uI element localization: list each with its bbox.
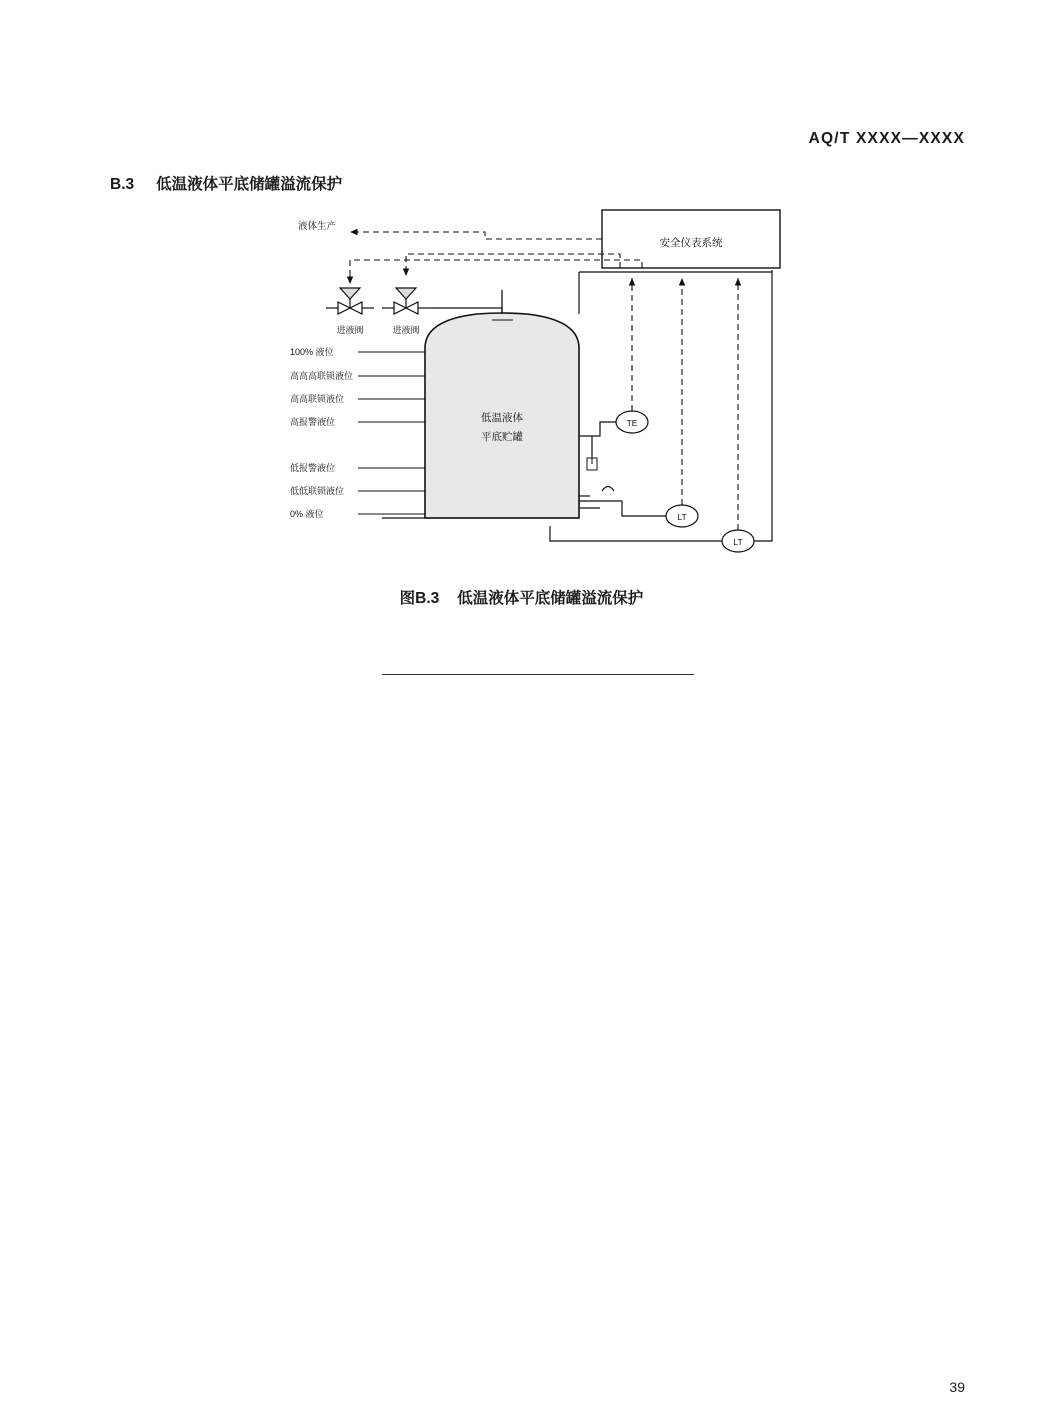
tank-label-line1: 低温液体	[481, 412, 523, 424]
level-transmitter-2	[722, 530, 754, 552]
production-label: 液体生产	[298, 221, 337, 232]
instrument-lt1-label: LT	[677, 512, 687, 522]
section-heading	[110, 172, 342, 194]
level-label-0: 100% 液位	[290, 347, 334, 357]
level-label-6: 0% 液位	[290, 509, 324, 519]
footnote-divider	[382, 674, 694, 675]
level-transmitter-1	[579, 487, 698, 528]
section-number: B.3	[110, 176, 135, 193]
instrument-lt2-label: LT	[733, 537, 743, 547]
section-title: 低温液体平底储罐溢流保护	[156, 176, 343, 193]
level-label-1: 高高高联锁液位	[290, 371, 354, 381]
figure-caption-number: 图B.3	[399, 590, 440, 607]
lt2-tank-connection	[550, 526, 722, 541]
inlet-valve-1	[326, 288, 374, 314]
level-marker-lines	[358, 352, 425, 514]
instrument-te	[579, 411, 648, 436]
inlet-valve-1-label: 进液阀	[336, 325, 364, 335]
figure-b3-diagram	[270, 196, 810, 556]
sis-to-production-signal	[350, 232, 602, 239]
level-label-4: 低报警液位	[290, 463, 336, 473]
figure-caption-title: 低温液体平底储罐溢流保护	[457, 590, 644, 607]
tank-label-line2: 平底贮罐	[481, 431, 523, 443]
instrument-te-label: TE	[626, 418, 638, 428]
figure-caption	[0, 586, 1043, 608]
level-label-5: 低低联锁液位	[290, 486, 345, 496]
sis-to-valve1-line	[350, 260, 642, 276]
tank-internal-standpipe	[587, 436, 597, 470]
sis-to-valve2-line	[406, 254, 620, 268]
document-header-standard-code: AQ/T XXXX—XXXX	[808, 130, 965, 147]
level-label-3: 高报警液位	[290, 417, 336, 427]
cryogenic-flat-bottom-tank	[425, 290, 579, 518]
inlet-valve-2-label: 进液阀	[392, 325, 420, 335]
sis-box-label: 安全仪表系统	[659, 236, 723, 249]
inlet-valve-2	[382, 288, 430, 314]
level-label-2: 高高联锁液位	[290, 394, 345, 404]
page-number: 39	[949, 1379, 965, 1395]
lt2-riser	[754, 270, 772, 541]
